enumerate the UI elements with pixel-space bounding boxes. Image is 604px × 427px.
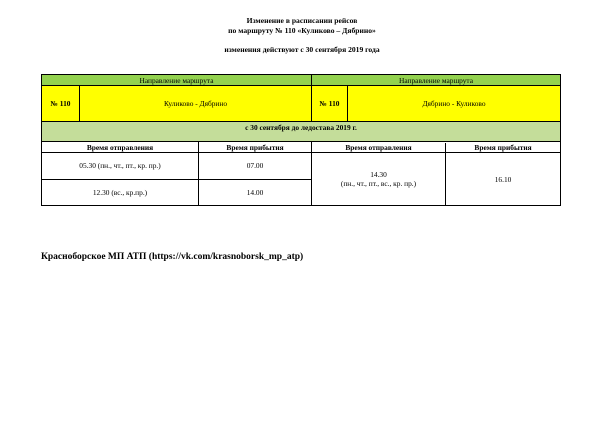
title-line-1: Изменение в расписании рейсов bbox=[246, 16, 358, 25]
right-dep-block bbox=[312, 153, 446, 205]
right-arr-time: 16.10 bbox=[494, 174, 512, 184]
arr-time-1: 07.00 bbox=[199, 153, 312, 180]
route-direction-left: Куликово - Дябрино bbox=[80, 86, 312, 122]
right-header-cell bbox=[312, 142, 561, 153]
column-header-row bbox=[42, 142, 561, 153]
arr-header-left: Время прибытия bbox=[199, 142, 312, 153]
route-direction-right: Дябрино - Куликово bbox=[348, 86, 561, 122]
arr-header-right: Время прибытия bbox=[474, 142, 532, 152]
dep-time-2: 12.30 (вс., кр.пр.) bbox=[42, 179, 199, 206]
schedule-table bbox=[41, 74, 561, 206]
right-schedule-cell bbox=[312, 153, 561, 206]
route-number-left: № 110 bbox=[42, 86, 80, 122]
schedule-row bbox=[42, 153, 561, 180]
direction-header-right: Направление маршрута bbox=[312, 75, 561, 86]
dep-header-left: Время отправления bbox=[42, 142, 199, 153]
period-label: с 30 сентября до ледостава 2019 г. bbox=[42, 122, 561, 142]
route-number-right: № 110 bbox=[312, 86, 348, 122]
right-dep-time: 14.30 bbox=[370, 170, 387, 179]
dep-time-1: 05.30 (пн., чт., пт., кр. пр.) bbox=[42, 153, 199, 180]
dep-header-right: Время отправления bbox=[312, 143, 446, 152]
effective-date-line: изменения действуют с 30 сентября 2019 года bbox=[224, 45, 380, 54]
direction-header-left: Направление маршрута bbox=[42, 75, 312, 86]
direction-header-row bbox=[42, 75, 561, 86]
title-line-2: по маршруту № 110 «Куликово – Дябрино» bbox=[228, 26, 376, 35]
period-row bbox=[42, 122, 561, 142]
arr-time-2: 14.00 bbox=[199, 179, 312, 206]
footer-source: Красноборское МП АТП (https://vk.com/krasnoborsk_mp_atp) bbox=[41, 252, 304, 262]
route-row bbox=[42, 86, 561, 122]
right-dep-days: (пн., чт., пт., вс., кр. пр.) bbox=[340, 179, 417, 188]
